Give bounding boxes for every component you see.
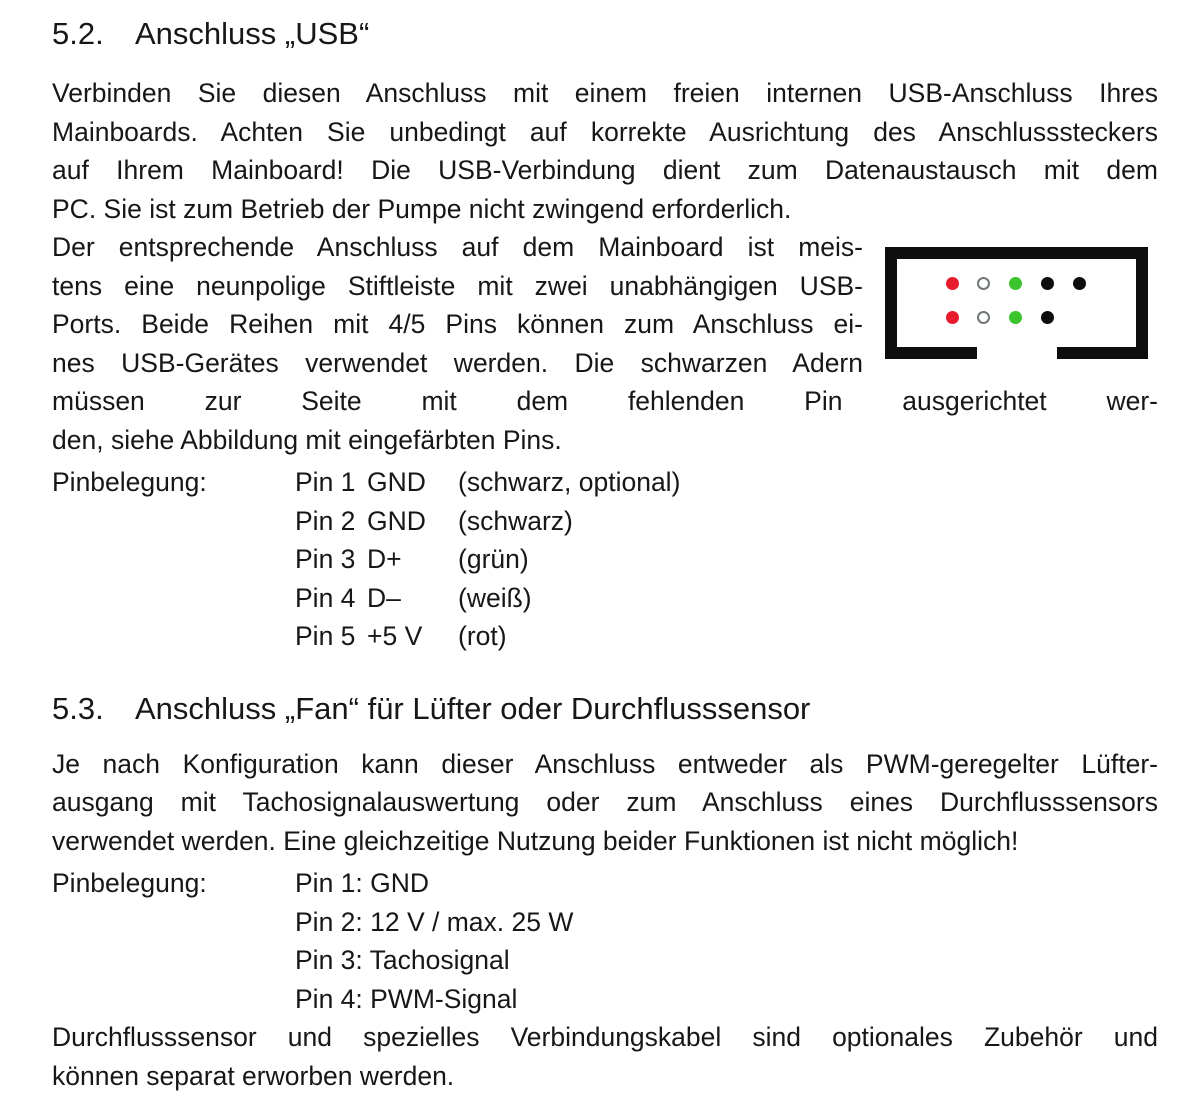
pin-row <box>52 502 1158 541</box>
pin-signal: +5 V <box>367 617 458 656</box>
pin-assignment-label: Pinbelegung: <box>52 463 295 502</box>
pin-signal: D– <box>367 579 458 618</box>
paragraph-line: den, siehe Abbildung mit eingefärbten Pins. <box>52 421 1158 460</box>
connector-key-notch <box>977 346 1057 359</box>
section-title: Anschluss „USB“ <box>135 16 369 51</box>
pin-dot-white <box>977 277 990 290</box>
pin-dot-red <box>946 311 959 324</box>
pin-row <box>52 980 1158 1019</box>
pin-dot-black <box>1041 277 1054 290</box>
paragraph-line: können separat erworben werden. <box>52 1057 1158 1095</box>
fan-accessory-paragraph <box>52 1018 1158 1095</box>
pin-number: Pin 1 <box>295 463 367 502</box>
paragraph-line: Mainboards. Achten Sie unbedingt auf korrekte Ausrichtung des Anschlusssteckers <box>52 113 1158 152</box>
pin-dot-white <box>977 311 990 324</box>
section-number: 5.3. <box>52 689 135 729</box>
pin-note: (schwarz, optional) <box>458 463 680 502</box>
pin-row <box>52 864 1158 903</box>
pin-entry: Pin 4: PWM-Signal <box>295 980 517 1019</box>
section-heading-fan <box>52 689 1158 729</box>
paragraph-line: Verbinden Sie diesen Anschluss mit einem freien internen USB-Anschluss Ihres <box>52 74 1158 113</box>
fan-intro-paragraph <box>52 745 1158 861</box>
pin-signal: D+ <box>367 540 458 579</box>
pin-row <box>52 617 1158 656</box>
pin-row <box>52 903 1158 942</box>
section-number: 5.2. <box>52 14 135 54</box>
pin-row <box>52 540 1158 579</box>
pin-note: (weiß) <box>458 579 532 618</box>
pin-row <box>52 579 1158 618</box>
pin-row <box>52 941 1158 980</box>
pin-number: Pin 4 <box>295 579 367 618</box>
pin-number: Pin 3 <box>295 540 367 579</box>
pin-number: Pin 5 <box>295 617 367 656</box>
paragraph-line: Ports. Beide Reihen mit 4/5 Pins können zum Anschluss ei- <box>52 305 1158 344</box>
paragraph-line: Der entsprechende Anschluss auf dem Mainboard ist meis- <box>52 228 1158 267</box>
pin-dot-black <box>1041 311 1054 324</box>
fan-pin-assignment <box>52 864 1158 1018</box>
pin-signal: GND <box>367 502 458 541</box>
pin-number: Pin 2 <box>295 502 367 541</box>
usb-intro-paragraph <box>52 74 1158 228</box>
pin-entry: Pin 3: Tachosignal <box>295 941 510 980</box>
paragraph-line: tens eine neunpolige Stiftleiste mit zwei unabhängigen USB- <box>52 267 1158 306</box>
paragraph-line: auf Ihrem Mainboard! Die USB-Verbindung dient zum Datenaustausch mit dem <box>52 151 1158 190</box>
section-heading-usb <box>52 14 1158 54</box>
usb-header-paragraph <box>52 228 1158 459</box>
pin-assignment-label: Pinbelegung: <box>52 864 295 903</box>
pin-dot-green <box>1009 311 1022 324</box>
pin-note: (grün) <box>458 540 529 579</box>
paragraph-line: Je nach Konfiguration kann dieser Anschluss entweder als PWM-geregelter Lüfter- <box>52 745 1158 784</box>
pin-note: (schwarz) <box>458 502 573 541</box>
paragraph-line: ausgang mit Tachosignalauswertung oder zum Anschluss eines Durchflusssensors <box>52 783 1158 822</box>
paragraph-line: müssen zur Seite mit dem fehlenden Pin ausgerichtet wer- <box>52 382 1158 421</box>
paragraph-line: nes USB-Gerätes verwendet werden. Die schwarzen Adern <box>52 344 1158 383</box>
pin-note: (rot) <box>458 617 507 656</box>
pin-dot-black <box>1073 277 1086 290</box>
usb-pin-assignment <box>52 463 1158 656</box>
pin-dot-green <box>1009 277 1022 290</box>
pin-signal: GND <box>367 463 458 502</box>
pin-dot-red <box>946 277 959 290</box>
usb-header-figure <box>885 247 1148 359</box>
pin-entry: Pin 2: 12 V / max. 25 W <box>295 903 573 942</box>
pin-row <box>52 463 1158 502</box>
paragraph-line: Durchflusssensor und spezielles Verbindungskabel sind optionales Zubehör und <box>52 1018 1158 1057</box>
pin-entry: Pin 1: GND <box>295 864 429 903</box>
paragraph-line: verwendet werden. Eine gleichzeitige Nutzung beider Funktionen ist nicht möglich! <box>52 822 1158 861</box>
section-title: Anschluss „Fan“ für Lüfter oder Durchflusssensor <box>135 691 810 726</box>
paragraph-line: PC. Sie ist zum Betrieb der Pumpe nicht zwingend erforderlich. <box>52 190 1158 229</box>
